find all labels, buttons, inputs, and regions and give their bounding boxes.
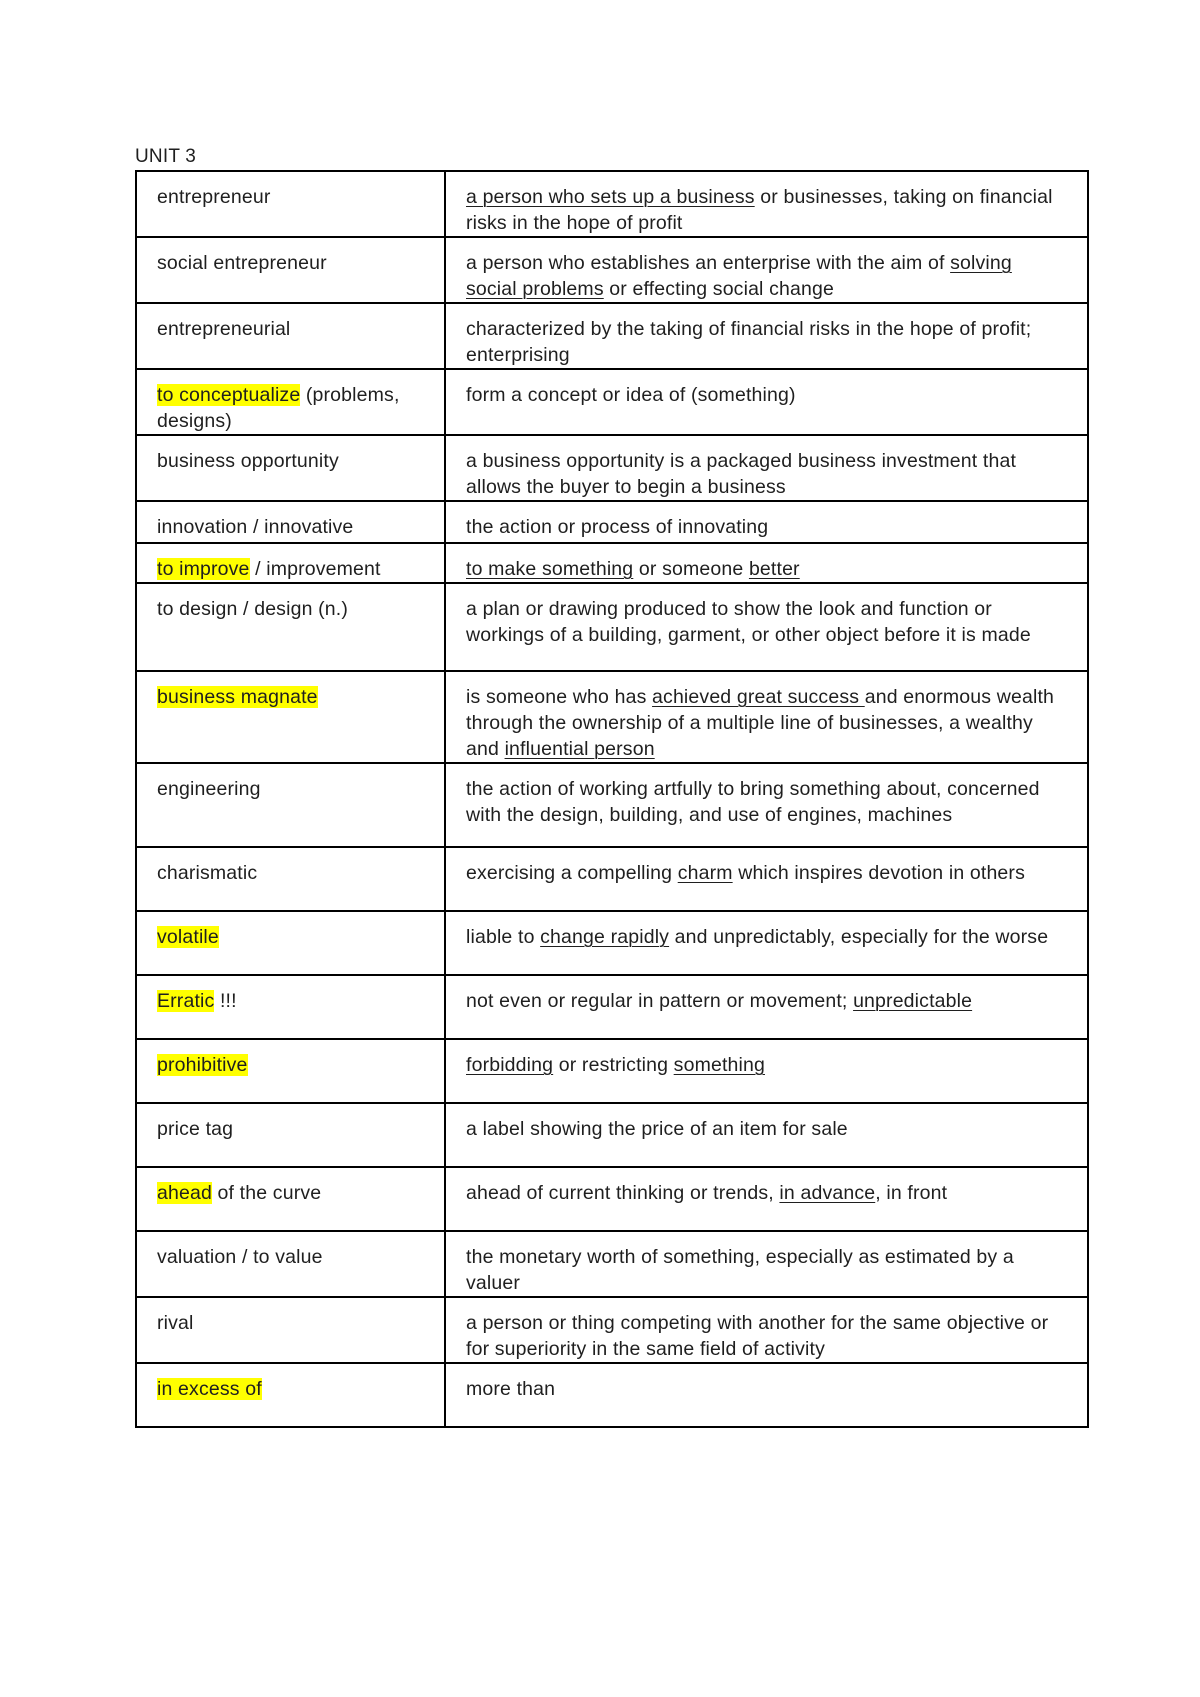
underlined-text: change rapidly <box>540 926 670 948</box>
underlined-text: solving social problems <box>466 252 1012 300</box>
definition-cell <box>445 671 1088 763</box>
text-segment: a business opportunity is a packaged business investment that allows the buyer to begin a business <box>466 450 1017 498</box>
table-row <box>136 435 1088 501</box>
text-segment: not even or regular in pattern or movement; <box>466 990 854 1012</box>
definition-cell <box>445 1363 1088 1427</box>
table-row <box>136 1231 1088 1297</box>
definition-cell <box>445 543 1088 583</box>
underlined-text: something <box>673 1054 765 1076</box>
table-row <box>136 543 1088 583</box>
highlighted-text: to improve <box>157 558 250 580</box>
vocabulary-table <box>135 170 1089 1428</box>
term-cell <box>136 583 445 671</box>
text-segment: !!! <box>214 990 237 1012</box>
table-row <box>136 1363 1088 1427</box>
text-segment: of the curve <box>211 1182 322 1204</box>
term-cell <box>136 1167 445 1231</box>
term-cell <box>136 1297 445 1363</box>
highlighted-text: business magnate <box>157 686 318 708</box>
table-row <box>136 303 1088 369</box>
highlighted-text: Erratic <box>157 990 215 1012</box>
page-title: UNIT 3 <box>135 146 197 167</box>
text-segment: and enormous wealth through the ownership of a multiple line of businesses, a wealthy and <box>466 686 1055 760</box>
text-segment: and unpredictably, especially for the worse <box>669 926 1049 948</box>
table-row <box>136 1103 1088 1167</box>
text-segment: the action of working artfully to bring something about, concerned with the design, building, and use of engines, machines <box>466 778 1040 826</box>
highlighted-text: prohibitive <box>157 1054 248 1076</box>
term-cell <box>136 501 445 543</box>
table-row <box>136 1039 1088 1103</box>
table-row <box>136 237 1088 303</box>
text-segment: (problems, designs) <box>157 384 400 432</box>
definition-cell <box>445 435 1088 501</box>
table-row <box>136 1167 1088 1231</box>
term-cell <box>136 435 445 501</box>
table-row <box>136 763 1088 847</box>
table-row <box>136 975 1088 1039</box>
highlighted-text: volatile <box>157 926 219 948</box>
text-segment: the monetary worth of something, especially as estimated by a valuer <box>466 1246 1014 1294</box>
definition-cell <box>445 303 1088 369</box>
definition-cell <box>445 171 1088 237</box>
table-row <box>136 847 1088 911</box>
definition-cell <box>445 847 1088 911</box>
highlighted-text: to conceptualize <box>157 384 301 406</box>
table-row <box>136 583 1088 671</box>
text-segment: social entrepreneur <box>157 252 327 274</box>
definition-cell <box>445 1231 1088 1297</box>
term-cell <box>136 847 445 911</box>
text-segment: to design / design (n.) <box>157 598 348 620</box>
definition-cell <box>445 763 1088 847</box>
table-row <box>136 171 1088 237</box>
term-cell <box>136 975 445 1039</box>
definition-cell <box>445 1103 1088 1167</box>
text-segment: or businesses, taking on financial risks in the hope of profit <box>466 186 1053 234</box>
text-segment: which inspires devotion in others <box>732 862 1025 884</box>
term-cell <box>136 369 445 435</box>
vocabulary-table-body <box>136 171 1088 1427</box>
definition-cell <box>445 237 1088 303</box>
text-segment: exercising a compelling <box>466 862 678 884</box>
term-cell <box>136 911 445 975</box>
text-segment: a plan or drawing produced to show the look and function or workings of a building, garment, or other object before it is made <box>466 598 1031 646</box>
definition-cell <box>445 1297 1088 1363</box>
term-cell <box>136 763 445 847</box>
highlighted-text: in excess of <box>157 1378 262 1400</box>
text-segment: liable to <box>466 926 541 948</box>
term-cell <box>136 1231 445 1297</box>
definition-cell <box>445 583 1088 671</box>
definition-cell <box>445 975 1088 1039</box>
highlighted-text: ahead <box>157 1182 212 1204</box>
term-cell <box>136 1103 445 1167</box>
table-row <box>136 671 1088 763</box>
text-segment: business opportunity <box>157 450 339 472</box>
table-row <box>136 369 1088 435</box>
text-segment: innovation / innovative <box>157 516 354 538</box>
underlined-text: charm <box>677 862 733 884</box>
text-segment: form a concept or idea of (something) <box>466 384 796 406</box>
term-cell <box>136 671 445 763</box>
underlined-text: achieved great success <box>652 686 865 708</box>
text-segment: or restricting <box>553 1054 674 1076</box>
underlined-text: a person who sets up a business <box>466 186 755 208</box>
definition-cell <box>445 1167 1088 1231</box>
term-cell <box>136 1039 445 1103</box>
text-segment: the action or process of innovating <box>466 516 769 538</box>
text-segment: ahead of current thinking or trends, <box>466 1182 780 1204</box>
underlined-text: forbidding <box>466 1054 554 1076</box>
table-row <box>136 501 1088 543</box>
table-row <box>136 911 1088 975</box>
text-segment: more than <box>466 1378 556 1400</box>
underlined-text: in advance <box>779 1182 876 1204</box>
text-segment: entrepreneur <box>157 186 271 208</box>
text-segment: entrepreneurial <box>157 318 291 340</box>
text-segment: engineering <box>157 778 261 800</box>
text-segment: or effecting social change <box>603 278 834 300</box>
text-segment: valuation / to value <box>157 1246 323 1268</box>
definition-cell <box>445 1039 1088 1103</box>
definition-cell <box>445 501 1088 543</box>
text-segment: price tag <box>157 1118 234 1140</box>
table-row <box>136 1297 1088 1363</box>
underlined-text: influential person <box>504 738 655 760</box>
text-segment: characterized by the taking of financial risks in the hope of profit; enterprising <box>466 318 1032 366</box>
term-cell <box>136 171 445 237</box>
definition-cell <box>445 369 1088 435</box>
underlined-text: better <box>748 558 800 580</box>
text-segment: charismatic <box>157 862 258 884</box>
term-cell <box>136 543 445 583</box>
text-segment: rival <box>157 1312 194 1334</box>
term-cell <box>136 237 445 303</box>
text-segment: a label showing the price of an item for sale <box>466 1118 848 1140</box>
text-segment: is someone who has <box>466 686 653 708</box>
definition-cell <box>445 911 1088 975</box>
underlined-text: unpredictable <box>853 990 973 1012</box>
term-cell <box>136 303 445 369</box>
underlined-text: to make something <box>466 558 634 580</box>
text-segment: or someone <box>633 558 749 580</box>
term-cell <box>136 1363 445 1427</box>
text-segment: a person or thing competing with another for the same objective or for superiority in the same field of activity <box>466 1312 1049 1360</box>
text-segment: / improvement <box>249 558 381 580</box>
text-segment: , in front <box>875 1182 948 1204</box>
text-segment: a person who establishes an enterprise with the aim of <box>466 252 951 274</box>
